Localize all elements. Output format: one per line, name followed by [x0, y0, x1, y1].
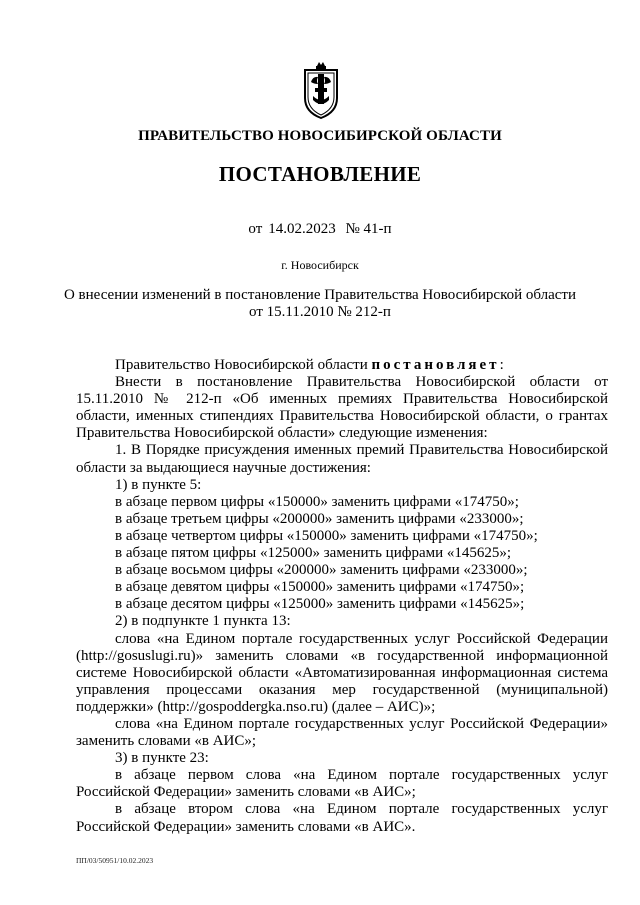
paragraph: в абзаце девятом цифры «150000» заменить цифрами «174750»;	[115, 579, 525, 596]
paragraph: слова «на Едином портале государственных услуг Российской Федерации» заменить словами «в АИС»;	[76, 715, 608, 750]
subject	[60, 287, 580, 321]
paragraph: в абзаце восьмом цифры «200000» заменить цифрами «233000»;	[115, 562, 528, 579]
date-number-line	[0, 221, 640, 238]
paragraph: в абзаце первом слова «на Едином портале государственных услуг Российской Федерации» заменить словами «в АИС»;	[76, 767, 608, 801]
document-type: ПОСТАНОВЛЕНИЕ	[218, 162, 422, 186]
paragraph: Внести в постановление Правительства Новосибирской области от 15.11.2010 № 212-п «Об именных премиях Правительства Новосибирской области, именных стипендиях Правительства Новосибирской области, о грантах Правительства Новосибирской области» следующие изменения:	[76, 374, 608, 442]
document-body	[76, 357, 608, 836]
subject-line-1: О внесении изменений в постановление Правительства Новосибирской области	[63, 287, 577, 303]
footer-code: ПП/03/50951/10.02.2023	[76, 856, 154, 865]
subject-line-2: от 15.11.2010 № 212-п	[249, 304, 391, 320]
paragraph: в абзаце четвертом цифры «150000» заменить цифрами «174750»;	[115, 527, 538, 544]
paragraph: слова «на Едином портале государственных услуг Российской Федерации (http://gosuslugi.ru)» заменить словами «в государственной информационной системе Новосибирской области «Автоматизированная информационная система управления процессами оказания мер государственной (муниципальной) поддержки» (http://gospoddergka.nso.ru) (далее – АИС)»;	[76, 630, 608, 715]
paragraph: в абзаце пятом цифры «125000» заменить цифрами «145625»;	[115, 545, 512, 562]
intro-suffix: :	[499, 357, 504, 373]
paragraph: в абзаце третьем цифры «200000» заменить цифрами «233000»;	[115, 510, 524, 527]
paragraph: 1) в пункте 5:	[115, 476, 202, 493]
paragraph: в абзаце первом цифры «150000» заменить цифрами «174750»;	[115, 493, 519, 510]
paragraph: 2) в подпункте 1 пункта 13:	[115, 613, 291, 630]
paragraph: в абзаце десятом цифры «125000» заменить цифрами «145625»;	[115, 596, 525, 613]
intro-prefix: Правительство Новосибирской области	[115, 357, 368, 373]
city: г. Новосибирск	[281, 258, 359, 272]
paragraph: 1. В Порядке присуждения именных премий Правительства Новосибирской области за выдающиеся научные достижения:	[76, 442, 608, 476]
coat-of-arms-icon	[297, 62, 345, 120]
document-number: № 41-п	[345, 221, 392, 237]
date-prefix: от	[248, 221, 263, 237]
paragraph: в абзаце втором слова «на Едином портале государственных услуг Российской Федерации» заменить словами «в АИС».	[76, 801, 608, 835]
intro-verb: постановляет	[371, 357, 500, 373]
intro-paragraph	[76, 357, 608, 374]
org-title: ПРАВИТЕЛЬСТВО НОВОСИБИРСКОЙ ОБЛАСТИ	[138, 128, 502, 144]
document-date: 14.02.2023	[268, 221, 336, 237]
paragraph: 3) в пункте 23:	[115, 750, 209, 767]
